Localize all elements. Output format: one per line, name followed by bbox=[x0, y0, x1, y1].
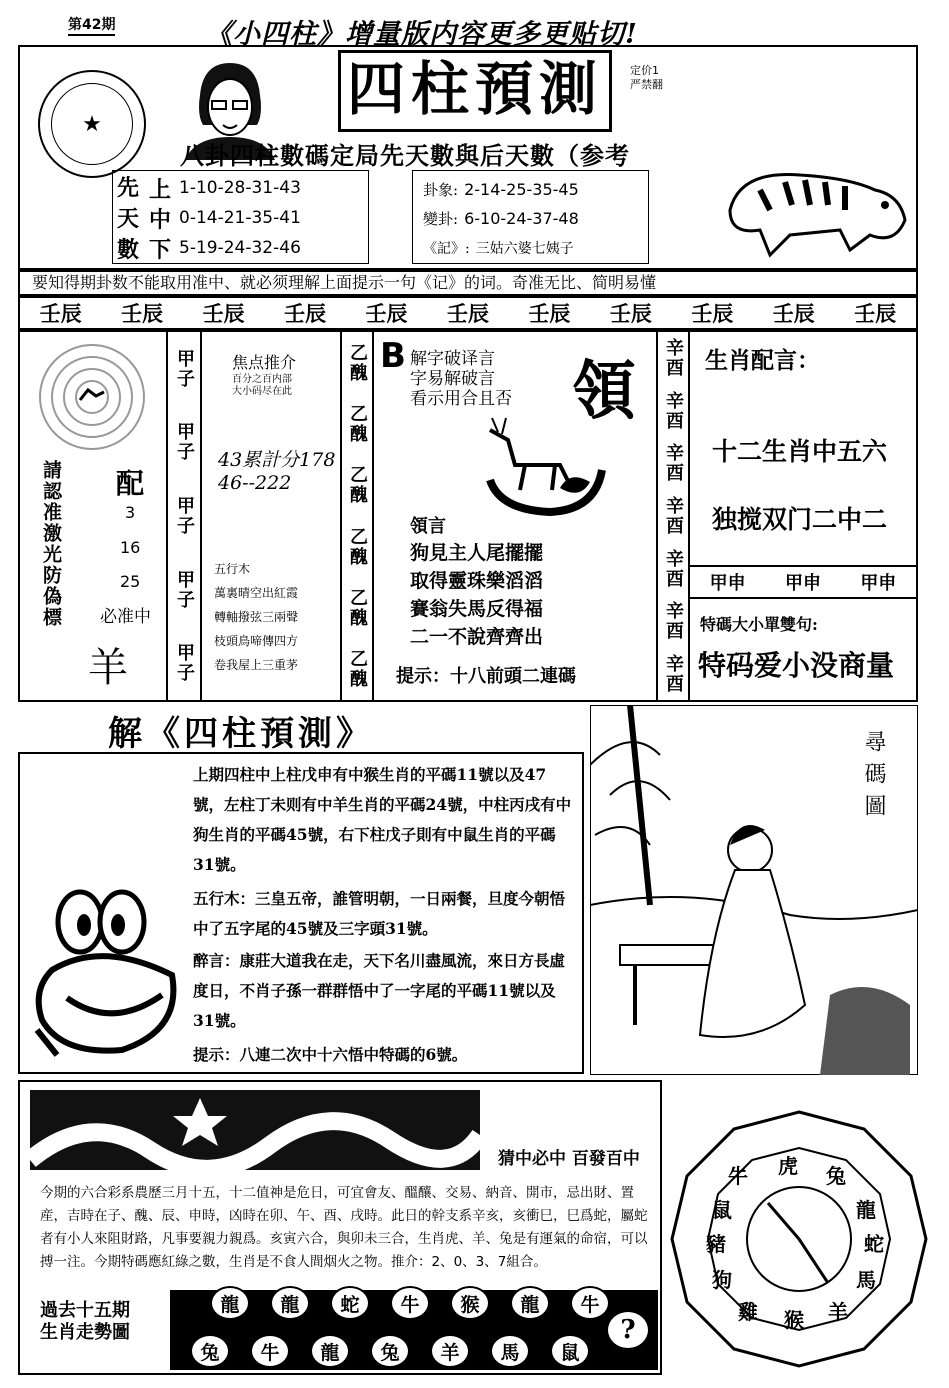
must-hit-label: 必准中 bbox=[100, 607, 151, 627]
issue-label: 第42期 bbox=[68, 14, 115, 36]
pair-number: 16 bbox=[120, 538, 141, 557]
jiazi-item: 甲子 bbox=[174, 643, 195, 684]
poem-line: 轉軸撥弦三兩聲 bbox=[214, 610, 299, 624]
xinyou-column bbox=[656, 332, 690, 700]
xinyou-item: 辛酉 bbox=[663, 601, 684, 642]
banner-text: 《小四柱》增量版内容更多更贴切! bbox=[205, 19, 638, 50]
zodiac-line: 独搅双门二中二 bbox=[712, 505, 888, 534]
stem-item: 壬辰 bbox=[121, 301, 164, 326]
forbid-label: 严禁翻 bbox=[630, 78, 663, 91]
special-text: 特码爱小没商量 bbox=[698, 649, 895, 682]
yichou-item: 乙醜 bbox=[347, 649, 368, 690]
numbers-col-2: 天 bbox=[117, 206, 140, 232]
jiazi-item: 甲子 bbox=[174, 495, 195, 536]
lingyan-line: 取得靈珠樂滔滔 bbox=[410, 570, 544, 592]
explain-para: 醉言：康莊大道我在走，天下名川盡風流，來日方長虛度日，不肖子孫一群群悟中了一字尾的平碼11號以及31號。 bbox=[193, 951, 566, 1030]
row-value: 0-14-21-35-41 bbox=[179, 208, 301, 228]
numbers-col-3: 數 bbox=[117, 237, 140, 263]
yichou-item: 乙醜 bbox=[347, 465, 368, 506]
zodiac-box-title: 生肖配言： bbox=[705, 347, 820, 374]
poem-line: 萬裏晴空出紅霞 bbox=[214, 586, 299, 600]
center-letter: B bbox=[380, 336, 406, 376]
trend-item: 牛 bbox=[570, 1286, 610, 1320]
lingyan-title: 領言 bbox=[410, 516, 446, 537]
bottom-slogan: 猜中必中 百發百中 bbox=[498, 1149, 640, 1169]
focus-sub: 百分之百内部 bbox=[232, 374, 292, 385]
search-label: 尋碼圖 bbox=[861, 730, 886, 826]
yichou-item: 乙醜 bbox=[347, 587, 368, 628]
past-label bbox=[40, 1300, 130, 1344]
trend-item: 猴 bbox=[450, 1286, 490, 1320]
focus-line: 46--222 bbox=[218, 472, 292, 494]
lingyan-line: 賽翁失馬反得福 bbox=[410, 598, 544, 620]
trend-item: 蛇 bbox=[330, 1286, 370, 1320]
pair-number: 3 bbox=[125, 503, 136, 522]
stem-item: 壬辰 bbox=[202, 301, 245, 326]
laser-label: 請認准激光防偽標 bbox=[40, 460, 62, 628]
row-label: 下 bbox=[149, 236, 172, 263]
frog-cartoon bbox=[22, 880, 194, 1070]
wheel-item: 雞 bbox=[738, 1300, 758, 1324]
jiazi-column bbox=[166, 332, 202, 700]
trend-item: 牛 bbox=[250, 1334, 290, 1368]
poem-line: 枝頭鳥啼傳四方 bbox=[214, 634, 299, 648]
row-label: 中 bbox=[149, 206, 172, 233]
yichou-column bbox=[340, 332, 374, 700]
center-hint: 提示：十八前頭二連碼 bbox=[396, 666, 576, 687]
stem-item: 壬辰 bbox=[691, 301, 734, 326]
row-label: 《記》: bbox=[423, 240, 470, 257]
focus-title: 焦点推介 bbox=[232, 353, 297, 372]
stem-row bbox=[18, 296, 918, 330]
wheel-item: 牛 bbox=[728, 1164, 748, 1188]
explain-para: 提示：八連二次中十六悟中特碼的6號。 bbox=[193, 1045, 468, 1064]
center-line: 看示用合且否 bbox=[410, 389, 512, 409]
xinyou-item: 辛酉 bbox=[663, 495, 684, 536]
explain-para: 上期四柱中上柱戊申有中猴生肖的平碼11號以及47號，左柱丁未则有中羊生肖的平碼24號，中柱丙戌有中狗生肖的平碼45號，右下柱戊子則有中鼠生肖的平碼31號。 bbox=[193, 765, 572, 874]
deer-emblem bbox=[470, 410, 610, 520]
main-title: 四柱預測 bbox=[338, 50, 612, 132]
question-bubble: ? bbox=[606, 1310, 650, 1350]
trend-item: 兔 bbox=[370, 1334, 410, 1368]
seal-stamp bbox=[38, 70, 146, 178]
numbers-col-1: 先 bbox=[117, 175, 140, 201]
trend-item: 龍 bbox=[210, 1286, 250, 1320]
poem-title: 五行木 bbox=[214, 562, 251, 576]
center-line: 解字破译言 bbox=[410, 349, 495, 369]
stem-item: 壬辰 bbox=[284, 301, 327, 326]
wheel-item: 羊 bbox=[828, 1300, 848, 1324]
yichou-item: 乙醜 bbox=[347, 403, 368, 444]
xinyou-item: 辛酉 bbox=[663, 443, 684, 484]
wheel-item: 猴 bbox=[784, 1308, 804, 1332]
center-line: 字易解破言 bbox=[410, 369, 495, 389]
yichou-item: 乙醜 bbox=[347, 342, 368, 383]
stem-item: 壬辰 bbox=[528, 301, 571, 326]
wheel-item: 兔 bbox=[826, 1164, 846, 1188]
focus-line: 43累計分178 bbox=[218, 449, 336, 471]
xinyou-item: 辛酉 bbox=[663, 548, 684, 589]
jiazi-item: 甲子 bbox=[174, 422, 195, 463]
lingyan-line: 狗見主人尾擺擺 bbox=[410, 542, 544, 564]
row-value: 5-19-24-32-46 bbox=[179, 238, 301, 258]
pair-label: 配 bbox=[116, 467, 145, 500]
trend-item: 羊 bbox=[430, 1334, 470, 1368]
past-label-line: 生肖走勢圖 bbox=[40, 1322, 130, 1343]
jiashen-item: 甲申 bbox=[860, 573, 897, 594]
special-label: 特碼大小單雙句: bbox=[700, 615, 818, 634]
row-label: 上 bbox=[149, 176, 172, 203]
star-icon: ★ bbox=[82, 111, 102, 137]
trend-item: 龍 bbox=[510, 1286, 550, 1320]
trend-item: 鼠 bbox=[550, 1334, 590, 1368]
poem-line: 卷我屋上三重茅 bbox=[214, 658, 299, 672]
xinyou-item: 辛酉 bbox=[663, 653, 684, 694]
stem-item: 壬辰 bbox=[365, 301, 408, 326]
explain-para: 五行木：三皇五帝，誰管明朝，一日兩餐，旦度今朝悟中了五字尾的45號及三字頭31號。 bbox=[193, 889, 566, 938]
notice-bar: 要知得期卦数不能取用准中、就必须理解上面提示一句《记》的词。奇准无比、简明易懂 bbox=[18, 270, 918, 296]
big-char: 領 bbox=[572, 354, 636, 429]
stem-item: 壬辰 bbox=[772, 301, 815, 326]
yichou-item: 乙醜 bbox=[347, 526, 368, 567]
starburst-banner bbox=[30, 1090, 480, 1170]
jiashen-row bbox=[690, 565, 916, 599]
row-value: 6-10-24-37-48 bbox=[464, 209, 579, 228]
trend-top-row bbox=[210, 1286, 610, 1320]
wheel-item: 鼠 bbox=[712, 1198, 732, 1222]
zodiac-wheel bbox=[668, 1108, 930, 1370]
stem-item: 壬辰 bbox=[854, 301, 897, 326]
tiger-illustration bbox=[700, 150, 915, 260]
trend-item: 龍 bbox=[270, 1286, 310, 1320]
numbers-right-box bbox=[412, 170, 649, 264]
wheel-item: 蛇 bbox=[864, 1232, 884, 1256]
lingyan-line: 二一不說齊齊出 bbox=[410, 626, 544, 648]
zodiac-line: 十二生肖中五六 bbox=[712, 437, 888, 466]
numbers-left-box bbox=[112, 170, 369, 264]
trend-item: 龍 bbox=[310, 1334, 350, 1368]
price-label: 定价1 bbox=[630, 64, 659, 77]
trend-item: 馬 bbox=[490, 1334, 530, 1368]
trend-bottom-row bbox=[190, 1334, 590, 1368]
trend-item: 兔 bbox=[190, 1334, 230, 1368]
zodiac-char: 羊 bbox=[88, 645, 128, 691]
stem-item: 壬辰 bbox=[609, 301, 652, 326]
wheel-item: 豬 bbox=[706, 1232, 726, 1256]
focus-sub: 大小码尽在此 bbox=[232, 386, 292, 397]
row-label: 卦象: bbox=[423, 181, 459, 199]
stem-item: 壬辰 bbox=[446, 301, 489, 326]
explain-title: 解《四柱預測》 bbox=[108, 714, 374, 754]
pair-number: 25 bbox=[120, 572, 141, 591]
wheel-item: 狗 bbox=[712, 1268, 732, 1292]
xinyou-item: 辛酉 bbox=[663, 338, 684, 379]
row-value: 1-10-28-31-43 bbox=[179, 178, 301, 198]
wheel-item: 龍 bbox=[856, 1198, 876, 1222]
wheel-item: 馬 bbox=[856, 1268, 876, 1292]
trend-item: 牛 bbox=[390, 1286, 430, 1320]
row-value: 2-14-25-35-45 bbox=[464, 180, 579, 199]
jiazi-item: 甲子 bbox=[174, 348, 195, 389]
hologram-image bbox=[32, 340, 152, 455]
subtitle: 八卦四柱數碼定局先天數與后天數（参考 bbox=[180, 141, 630, 170]
xinyou-item: 辛酉 bbox=[663, 390, 684, 431]
stem-item: 壬辰 bbox=[39, 301, 82, 326]
jiazi-item: 甲子 bbox=[174, 569, 195, 610]
wheel-item: 虎 bbox=[778, 1154, 798, 1178]
row-label: 變卦: bbox=[423, 210, 459, 228]
jiashen-item: 甲申 bbox=[709, 573, 746, 594]
jiashen-item: 甲申 bbox=[784, 573, 821, 594]
past-label-line: 過去十五期 bbox=[40, 1300, 130, 1321]
row-value: 三姑六婆七姨子 bbox=[475, 240, 574, 257]
bottom-body: 今期的六合彩系農歷三月十五，十二值神是危日，可宜會友、醞釀、交易、納音、開市，忌出財、置産，吉時在子、醜、辰、申時，凶時在卯、午、酉、戌時。此日的幹支系辛亥，亥衝巳，巳爲蛇，屬蛇者有小人來阻財路，凡事要親力親爲。亥寅六合，與卯未三合，生肖虎、羊、兔是有運氣的命宿，可以搏一注。今期特碼應紅綠之數，生肖是不食人間烟火之物。推介：2、0、3、7組合。 bbox=[40, 1185, 648, 1270]
